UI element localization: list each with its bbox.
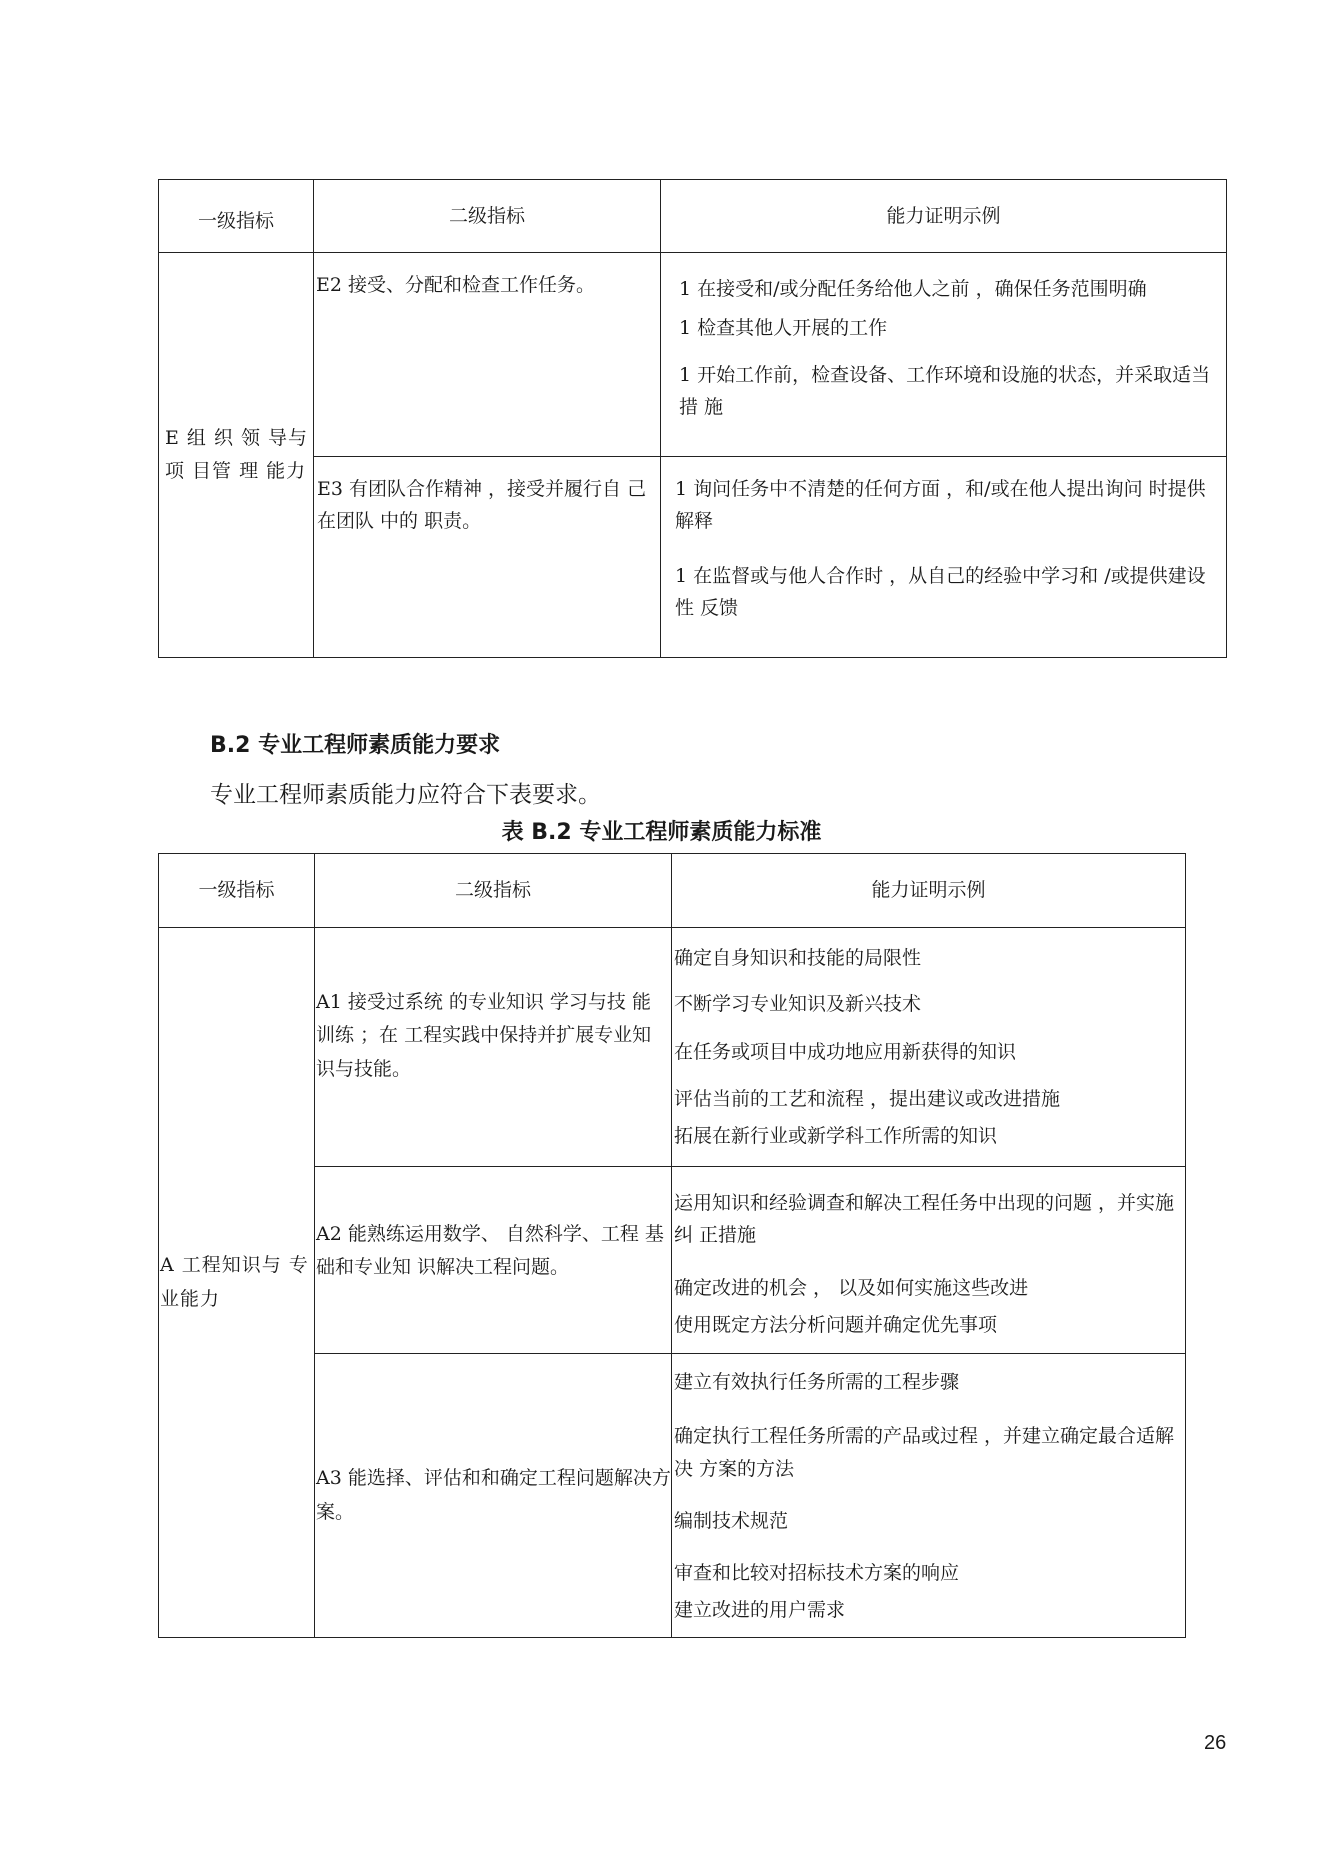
example-item: 建立改进的用户需求 bbox=[674, 1599, 846, 1622]
level1-text: A 工程知识与 专业能力 bbox=[160, 1254, 309, 1310]
level1-cell bbox=[159, 928, 315, 1638]
level2-cell bbox=[315, 928, 672, 1167]
level1-text: E 组 织 领 导与 项 目管 理 能力 bbox=[165, 426, 309, 482]
competency-table-e bbox=[158, 179, 1227, 658]
examples-cell bbox=[672, 1354, 1186, 1638]
example-item: 1 开始工作前，检查设备、工作环境和设施的状态，并采取适当措 施 bbox=[679, 363, 1211, 418]
example-item: 运用知识和经验调查和解决工程任务中出现的问题 ，并实施纠 正措施 bbox=[674, 1192, 1175, 1247]
table-header-row bbox=[159, 180, 1227, 253]
example-item: 拓展在新行业或新学科工作所需的知识 bbox=[674, 1125, 998, 1148]
example-item: 使用既定方法分析问题并确定优先事项 bbox=[674, 1313, 998, 1336]
level2-text: A2 能熟练运用数学、 自然科学、工程 基础和专业知 识解决工程问题。 bbox=[316, 1222, 664, 1278]
example-item: 审查和比较对招标技术方案的响应 bbox=[674, 1562, 960, 1585]
example-item: 确定改进的机会 ， 以及如何实施这些改进 bbox=[674, 1276, 1029, 1299]
header-examples: 能力证明示例 bbox=[661, 180, 1227, 253]
example-item: 确定自身知识和技能的局限性 bbox=[674, 947, 922, 969]
example-item: 不断学习专业知识及新兴技术 bbox=[674, 993, 922, 1016]
header-level2: 二级指标 bbox=[315, 854, 672, 928]
example-item: 1 在监督或与他人合作时 ，从自己的经验中学习和 /或提供建设性 反馈 bbox=[675, 564, 1206, 619]
level2-cell bbox=[315, 1167, 672, 1354]
example-item: 1 检查其他人开展的工作 bbox=[679, 317, 888, 340]
level2-text: E2 接受、分配和检查工作任务。 bbox=[316, 274, 595, 296]
table-row bbox=[159, 253, 1227, 457]
header-level2: 二级指标 bbox=[314, 180, 661, 253]
level2-cell bbox=[315, 1354, 672, 1638]
example-item: 建立有效执行任务所需的工程步骤 bbox=[674, 1371, 960, 1393]
examples-cell bbox=[672, 1167, 1186, 1354]
level1-cell bbox=[159, 253, 314, 658]
example-item: 评估当前的工艺和流程 ，提出建议或改进措施 bbox=[674, 1087, 1061, 1110]
example-item: 确定执行工程任务所需的产品或过程 ，并建立确定最合适解决 方案的方法 bbox=[674, 1425, 1175, 1480]
table-header-row bbox=[159, 854, 1186, 928]
example-item: 1 在接受和/或分配任务给他人之前 ，确保任务范围明确 bbox=[679, 278, 1147, 300]
table-caption: 表 B.2 专业工程师素质能力标准 bbox=[501, 820, 822, 845]
example-item: 在任务或项目中成功地应用新获得的知识 bbox=[674, 1040, 1017, 1063]
page-number: 26 bbox=[1204, 1732, 1227, 1754]
section-intro: 专业工程师素质能力应符合下表要求。 bbox=[210, 782, 601, 808]
header-level1: 一级指标 bbox=[159, 854, 315, 928]
level2-text: A3 能选择、评估和和确定工程问题解决方案。 bbox=[316, 1467, 671, 1523]
table-row bbox=[159, 928, 1186, 1167]
example-item: 编制技术规范 bbox=[674, 1509, 789, 1532]
level2-text: A1 接受过系统 的专业知识 学习与技 能训练 ；在 工程实践中保持并扩展专业知识与技能。 bbox=[316, 991, 652, 1080]
examples-cell bbox=[661, 457, 1227, 658]
example-item: 1 询问任务中不清楚的任何方面 ，和/或在他人提出询问 时提供 解释 bbox=[675, 478, 1206, 533]
level2-cell bbox=[314, 457, 661, 658]
examples-cell bbox=[672, 928, 1186, 1167]
header-examples: 能力证明示例 bbox=[672, 854, 1186, 928]
competency-table-a bbox=[158, 853, 1186, 1638]
section-title: B.2 专业工程师素质能力要求 bbox=[210, 733, 501, 758]
table-row bbox=[159, 457, 1227, 658]
level2-cell bbox=[314, 253, 661, 457]
examples-cell bbox=[661, 253, 1227, 457]
level2-text: E3 有团队合作精神 ，接受并履行自 己在团队 中的 职责。 bbox=[317, 478, 647, 533]
header-level1: 一级指标 bbox=[159, 180, 314, 253]
